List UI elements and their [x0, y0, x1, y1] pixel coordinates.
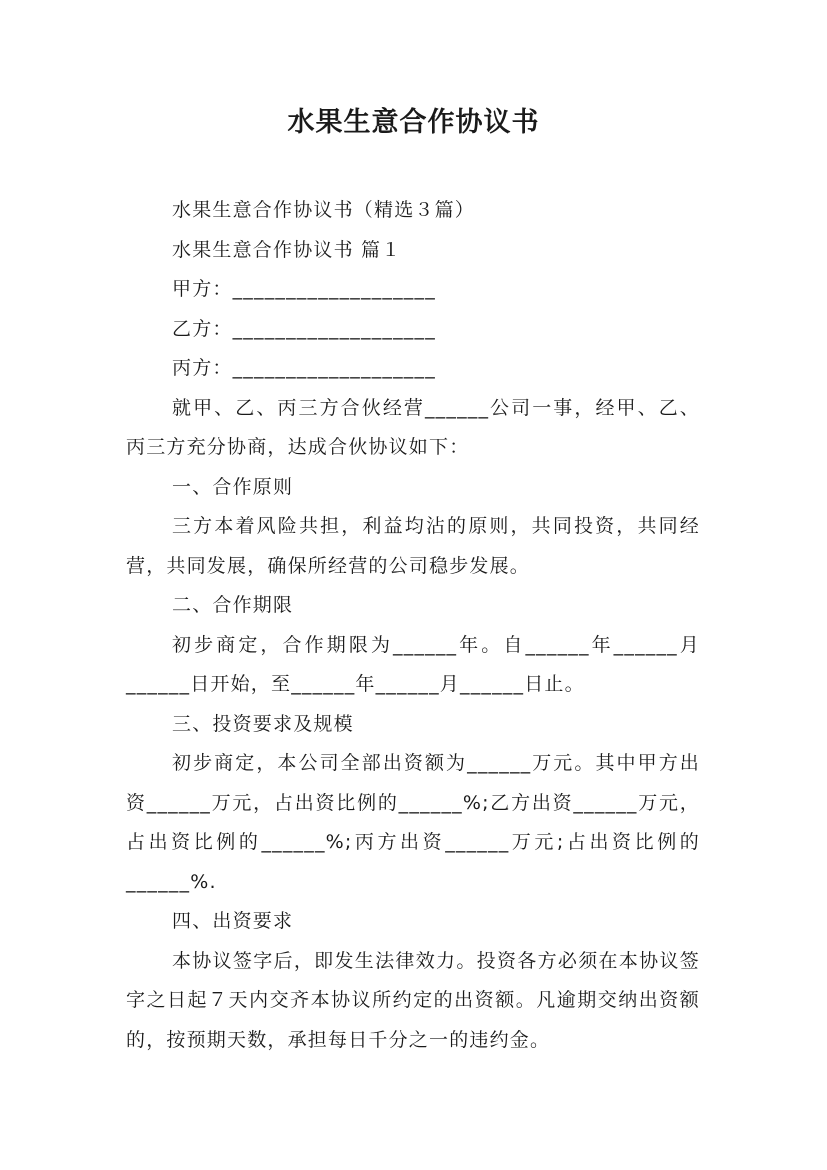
party-c-line: 丙方：___________________: [172, 357, 436, 379]
contribution-paragraph: 本协议签字后，即发生法律效力。投资各方必须在本协议签字之日起７天内交齐本协议所约定的出资额。凡逾期交纳出资额的，按预期天数，承担每日千分之一的违约金。: [126, 949, 700, 1051]
paragraph-article-heading: 水果生意合作协议书 篇１: [172, 238, 402, 261]
term-paragraph: 初步商定，合作期限为______年。自______年______月______日开始，至______年______月______日止。: [126, 633, 700, 695]
section-heading-principle: 一、合作原则: [172, 475, 294, 498]
preamble-paragraph: 就甲、乙、丙三方合伙经营______公司一事，经甲、乙、丙三方充分协商，达成合伙协议如下：: [126, 396, 700, 458]
party-b-line: 乙方：___________________: [172, 317, 436, 340]
section-heading-term: 二、合作期限: [172, 594, 294, 616]
paragraph-selection-heading: 水果生意合作协议书（精选３篇）: [172, 199, 476, 221]
section-heading-investment: 三、投资要求及规模: [172, 712, 354, 735]
investment-paragraph: 初步商定，本公司全部出资额为______万元。其中甲方出资______万元，占出资比例的______%;乙方出资______万元，占出资比例的______%;丙方出资______万元;占出资比例的______%.: [126, 752, 700, 893]
principle-paragraph: 三方本着风险共担，利益均沾的原则，共同投资，共同经营，共同发展，确保所经营的公司稳步发展。: [126, 515, 700, 577]
section-heading-contribution: 四、出资要求: [172, 910, 294, 932]
party-a-line: 甲方：___________________: [172, 278, 436, 300]
document-body: [126, 191, 700, 1060]
document-title: 水果生意合作协议书: [287, 107, 540, 138]
